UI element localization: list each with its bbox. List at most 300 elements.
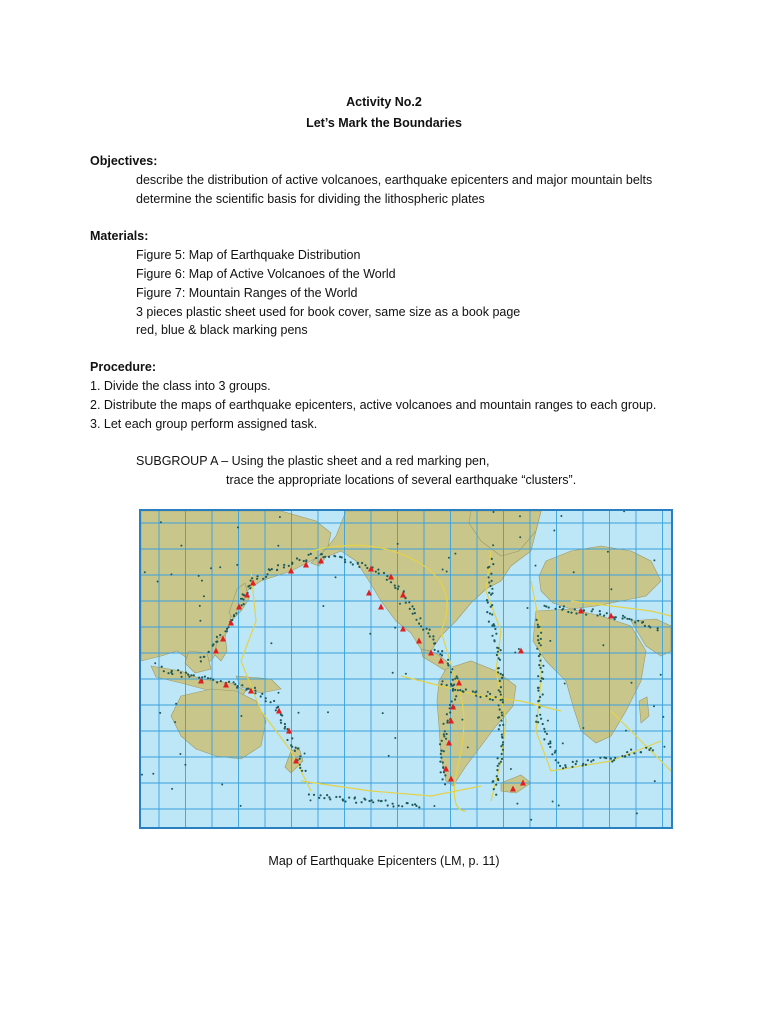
epicenter-dot [536,715,538,717]
epicenter-dot [177,669,179,671]
epicenter-dot [280,719,282,721]
epicenter-dot [414,612,416,614]
epicenter-dot [237,526,239,528]
epicenter-dot [180,672,182,674]
epicenter-dot [323,797,325,799]
epicenter-dot [502,724,504,726]
epicenter-dot [472,690,474,692]
epicenter-dot [452,690,454,692]
epicenter-dot [269,569,271,571]
epicenter-dot [398,805,400,807]
epicenter-dot [610,758,612,760]
epicenter-dot [426,628,428,630]
epicenter-dot [487,691,489,693]
epicenter-dot [488,621,490,623]
epicenter-dot [198,575,200,577]
epicenter-dot [501,736,503,738]
epicenter-dot [492,544,494,546]
epicenter-dot [537,721,539,723]
epicenter-dot [209,678,211,680]
epicenter-dot [442,761,444,763]
epicenter-dot [381,800,383,802]
epicenter-dot [200,660,202,662]
epicenter-dot [555,608,557,610]
epicenter-dot [542,693,544,695]
epicenter-dot [144,571,146,573]
epicenter-dot [234,683,236,685]
epicenter-dot [457,689,459,691]
epicenter-dot [216,636,218,638]
epicenter-dot [371,799,373,801]
epicenter-dot [299,767,301,769]
epicenter-dot [446,713,448,715]
procedure-step: 1. Divide the class into 3 groups. [90,379,271,393]
epicenter-dot [291,746,293,748]
epicenter-dot [174,721,176,723]
epicenter-dot [486,599,488,601]
epicenter-dot [266,573,268,575]
epicenter-dot [537,635,539,637]
epicenter-dot [397,543,399,545]
epicenter-dot [498,728,500,730]
epicenter-dot [303,560,305,562]
subgroup-instruction-continued: trace the appropriate locations of several earthquake “clusters”. [226,473,577,487]
epicenter-dot [545,605,547,607]
epicenter-dot [315,557,317,559]
epicenter-dot [654,780,656,782]
epicenter-dot [226,628,228,630]
epicenter-dot [434,642,436,644]
epicenter-dot [298,559,300,561]
epicenter-dot [547,720,549,722]
epicenter-dot [355,802,357,804]
epicenter-dot [405,602,407,604]
epicenter-dot [411,804,413,806]
epicenter-dot [497,671,499,673]
epicenter-dot [462,691,464,693]
epicenter-dot [219,634,221,636]
epicenter-dot [277,545,279,547]
epicenter-dot [364,799,366,801]
epicenter-dot [539,653,541,655]
epicenter-dot [536,619,538,621]
epicenter-dot [297,748,299,750]
epicenter-dot [322,605,324,607]
epicenter-dot [573,571,575,573]
epicenter-dot [516,803,518,805]
epicenter-dot [493,625,495,627]
epicenter-dot [378,572,380,574]
epicenter-dot [377,569,379,571]
epicenter-dot [633,752,635,754]
epicenter-dot [537,639,539,641]
epicenter-dot [175,703,177,705]
epicenter-dot [454,678,456,680]
epicenter-dot [427,632,429,634]
epicenter-dot [500,694,502,696]
epicenter-dot [288,565,290,567]
epicenter-dot [599,757,601,759]
epicenter-dot [644,625,646,627]
epicenter-dot [160,521,162,523]
epicenter-dot [254,692,256,694]
epicenter-dot [518,648,520,650]
epicenter-dot [344,561,346,563]
epicenter-dot [535,721,537,723]
epicenter-dot [543,728,545,730]
epicenter-dot [161,666,163,668]
epicenter-dot [634,621,636,623]
epicenter-dot [385,799,387,801]
epicenter-dot [271,568,273,570]
epicenter-dot [254,687,256,689]
epicenter-dot [398,585,400,587]
epicenter-dot [241,684,243,686]
epicenter-dot [538,642,540,644]
epicenter-dot [502,674,504,676]
epicenter-dot [296,557,298,559]
epicenter-dot [582,764,584,766]
epicenter-dot [488,576,490,578]
epicenter-dot [273,700,275,702]
epicenter-dot [498,667,500,669]
epicenter-dot [245,689,247,691]
epicenter-dot [199,605,201,607]
epicenter-dot [439,761,441,763]
epicenter-dot [562,742,564,744]
subgroup-instruction: SUBGROUP A – Using the plastic sheet and a red marking pen, [136,454,490,468]
epicenter-dot [299,764,301,766]
epicenter-dot [262,578,264,580]
epicenter-dot [237,685,239,687]
epicenter-dot [308,793,310,795]
epicenter-dot [208,651,210,653]
epicenter-dot [171,670,173,672]
epicenter-dot [613,759,615,761]
epicenter-dot [502,749,504,751]
epicenter-dot [446,733,448,735]
epicenter-dot [422,629,424,631]
epicenter-dot [278,692,280,694]
epicenter-dot [596,614,598,616]
epicenter-dot [358,566,360,568]
epicenter-dot [392,672,394,674]
epicenter-dot [491,635,493,637]
epicenter-dot [429,629,431,631]
epicenter-dot [305,770,307,772]
epicenter-dot [628,618,630,620]
epicenter-dot [500,720,502,722]
epicenter-dot [610,588,612,590]
epicenter-dot [546,733,548,735]
epicenter-dot [361,801,363,803]
epicenter-dot [221,784,223,786]
epicenter-dot [615,616,617,618]
epicenter-dot [439,743,441,745]
material-item: 3 pieces plastic sheet used for book cover, same size as a book page [136,305,521,319]
epicenter-dot [201,580,203,582]
material-item: red, blue & black marking pens [136,323,308,337]
epicenter-dot [491,624,493,626]
epicenter-dot [657,629,659,631]
epicenter-dot [585,614,587,616]
epicenter-dot [382,712,384,714]
epicenter-dot [501,714,503,716]
epicenter-dot [432,638,434,640]
procedure-step: 3. Let each group perform assigned task. [90,417,318,431]
epicenter-dot [539,706,541,708]
epicenter-dot [495,696,497,698]
epicenter-dot [308,554,310,556]
epicenter-dot [453,684,455,686]
epicenter-dot [614,757,616,759]
epicenter-dot [354,796,356,798]
epicenter-dot [383,572,385,574]
epicenter-dot [564,683,566,685]
epicenter-dot [299,755,301,757]
epicenter-dot [408,601,410,603]
epicenter-dot [333,555,335,557]
epicenter-dot [467,746,469,748]
epicenter-dot [447,664,449,666]
epicenter-dot [499,708,501,710]
epicenter-dot [240,715,242,717]
epicenter-dot [652,749,654,751]
epicenter-dot [154,662,156,664]
epicenter-dot [184,764,186,766]
epicenter-dot [442,766,444,768]
epicenter-dot [497,779,499,781]
epicenter-dot [645,747,647,749]
epicenter-dot [465,688,467,690]
epicenter-dot [291,563,293,565]
epicenter-dot [407,802,409,804]
epicenter-dot [291,737,293,739]
epicenter-dot [535,565,537,567]
epicenter-dot [447,720,449,722]
epicenter-dot [442,778,444,780]
epicenter-dot [441,680,443,682]
epicenter-dot [201,676,203,678]
epicenter-dot [447,663,449,665]
epicenter-dot [210,567,212,569]
epicenter-dot [527,607,529,609]
epicenter-dot [265,700,267,702]
epicenter-dot [372,801,374,803]
epicenter-dot [318,797,320,799]
epicenter-dot [551,753,553,755]
epicenter-dot [459,689,461,691]
epicenter-dot [411,605,413,607]
epicenter-dot [187,673,189,675]
epicenter-dot [440,757,442,759]
epicenter-dot [500,686,502,688]
epicenter-dot [335,576,337,578]
epicenter-dot [474,691,476,693]
epicenter-dot [320,794,322,796]
epicenter-dot [493,788,495,790]
epicenter-dot [310,799,312,801]
epicenter-dot [387,804,389,806]
epicenter-dot [540,718,542,720]
epicenter-dot [420,625,422,627]
epicenter-dot [492,563,494,565]
epicenter-dot [418,806,420,808]
epicenter-dot [592,759,594,761]
epicenter-dot [571,766,573,768]
epicenter-dot [448,557,450,559]
epicenter-dot [496,775,498,777]
epicenter-dot [488,592,490,594]
epicenter-dot [456,677,458,679]
epicenter-dot [254,690,256,692]
epicenter-dot [283,564,285,566]
epicenter-dot [537,624,539,626]
epicenter-dot [261,693,263,695]
epicenter-dot [171,788,173,790]
epicenter-dot [270,701,272,703]
epicenter-dot [441,750,443,752]
epicenter-dot [366,567,368,569]
epicenter-dot [368,800,370,802]
epicenter-dot [553,530,555,532]
epicenter-dot [401,805,403,807]
epicenter-dot [260,695,262,697]
epicenter-dot [348,797,350,799]
epicenter-dot [540,644,542,646]
epicenter-dot [328,796,330,798]
epicenter-dot [602,644,604,646]
epicenter-dot [542,665,544,667]
epicenter-dot [536,648,538,650]
epicenter-dot [491,588,493,590]
epicenter-dot [441,683,443,685]
epicenter-dot [498,689,500,691]
epicenter-dot [301,770,303,772]
epicenter-dot [501,753,503,755]
epicenter-dot [277,564,279,566]
epicenter-dot [559,765,561,767]
epicenter-dot [203,595,205,597]
epicenter-dot [576,760,578,762]
epicenter-dot [490,573,492,575]
epicenter-dot [542,723,544,725]
epicenter-dot [243,603,245,605]
epicenter-dot [572,761,574,763]
epicenter-dot [519,536,521,538]
epicenter-dot [199,620,201,622]
epicenter-dot [488,581,490,583]
epicenter-dot [539,660,541,662]
epicenter-dot [449,704,451,706]
epicenter-dot [224,630,226,632]
epicenter-dot [249,587,251,589]
epicenter-dot [495,794,497,796]
epicenter-dot [549,640,551,642]
epicenter-dot [265,697,267,699]
epicenter-dot [326,794,328,796]
epicenter-dot [454,553,456,555]
epicenter-dot [539,696,541,698]
epicenter-dot [442,569,444,571]
epicenter-dot [649,626,651,628]
epicenter-dot [433,805,435,807]
epicenter-dot [418,623,420,625]
epicenter-dot [451,700,453,702]
epicenter-dot [220,680,222,682]
epicenter-dot [350,561,352,563]
epicenter-dot [265,576,267,578]
epicenter-dot [590,760,592,762]
epicenter-dot [641,622,643,624]
epicenter-dot [491,592,493,594]
epicenter-dot [180,545,182,547]
epicenter-dot [256,575,258,577]
epicenter-dot [250,580,252,582]
epicenter-dot [446,684,448,686]
epicenter-dot [357,562,359,564]
epicenter-dot [549,746,551,748]
map-caption: Map of Earthquake Epicenters (LM, p. 11) [268,854,500,868]
epicenter-dot [219,566,221,568]
epicenter-dot [216,681,218,683]
epicenter-dot [235,612,237,614]
epicenter-dot [555,759,557,761]
epicenter-dot [492,781,494,783]
epicenter-dot [451,668,453,670]
epicenter-dot [386,575,388,577]
epicenter-dot [248,688,250,690]
epicenter-dot [185,672,187,674]
epicenter-dot [490,606,492,608]
objective-item: describe the distribution of active volcanoes, earthquake epicenters and major mountain belts [136,173,653,187]
epicenter-dot [653,559,655,561]
epicenter-dot [270,642,272,644]
epicenter-dot [485,695,487,697]
epicenter-dot [212,643,214,645]
epicenter-dot [280,722,282,724]
epicenter-dot [279,516,281,518]
epicenter-dot [570,612,572,614]
epicenter-dot [500,761,502,763]
epicenter-dot [514,652,516,654]
epicenter-dot [497,765,499,767]
epicenter-dot [276,569,278,571]
material-item: Figure 5: Map of Earthquake Distribution [136,248,361,262]
material-item: Figure 6: Map of Active Volcanoes of the World [136,267,396,281]
epicenter-dot [499,659,501,661]
epicenter-dot [450,671,452,673]
epicenter-dot [240,805,242,807]
epicenter-dot [277,706,279,708]
epicenter-dot [500,649,502,651]
epicenter-dot [440,771,442,773]
epicenter-dot [537,700,539,702]
epicenter-dot [489,698,491,700]
epicenter-dot [329,798,331,800]
epicenter-dot [283,566,285,568]
activity-subtitle: Let’s Mark the Boundaries [306,116,462,130]
epicenter-dot [628,754,630,756]
epicenter-dot [587,759,589,761]
epicenter-dot [179,753,181,755]
epicenter-dot [486,611,488,613]
epicenter-dot [624,616,626,618]
epicenter-dot [636,812,638,814]
epicenter-dot [560,515,562,517]
epicenter-dot [236,564,238,566]
epicenter-dot [564,764,566,766]
